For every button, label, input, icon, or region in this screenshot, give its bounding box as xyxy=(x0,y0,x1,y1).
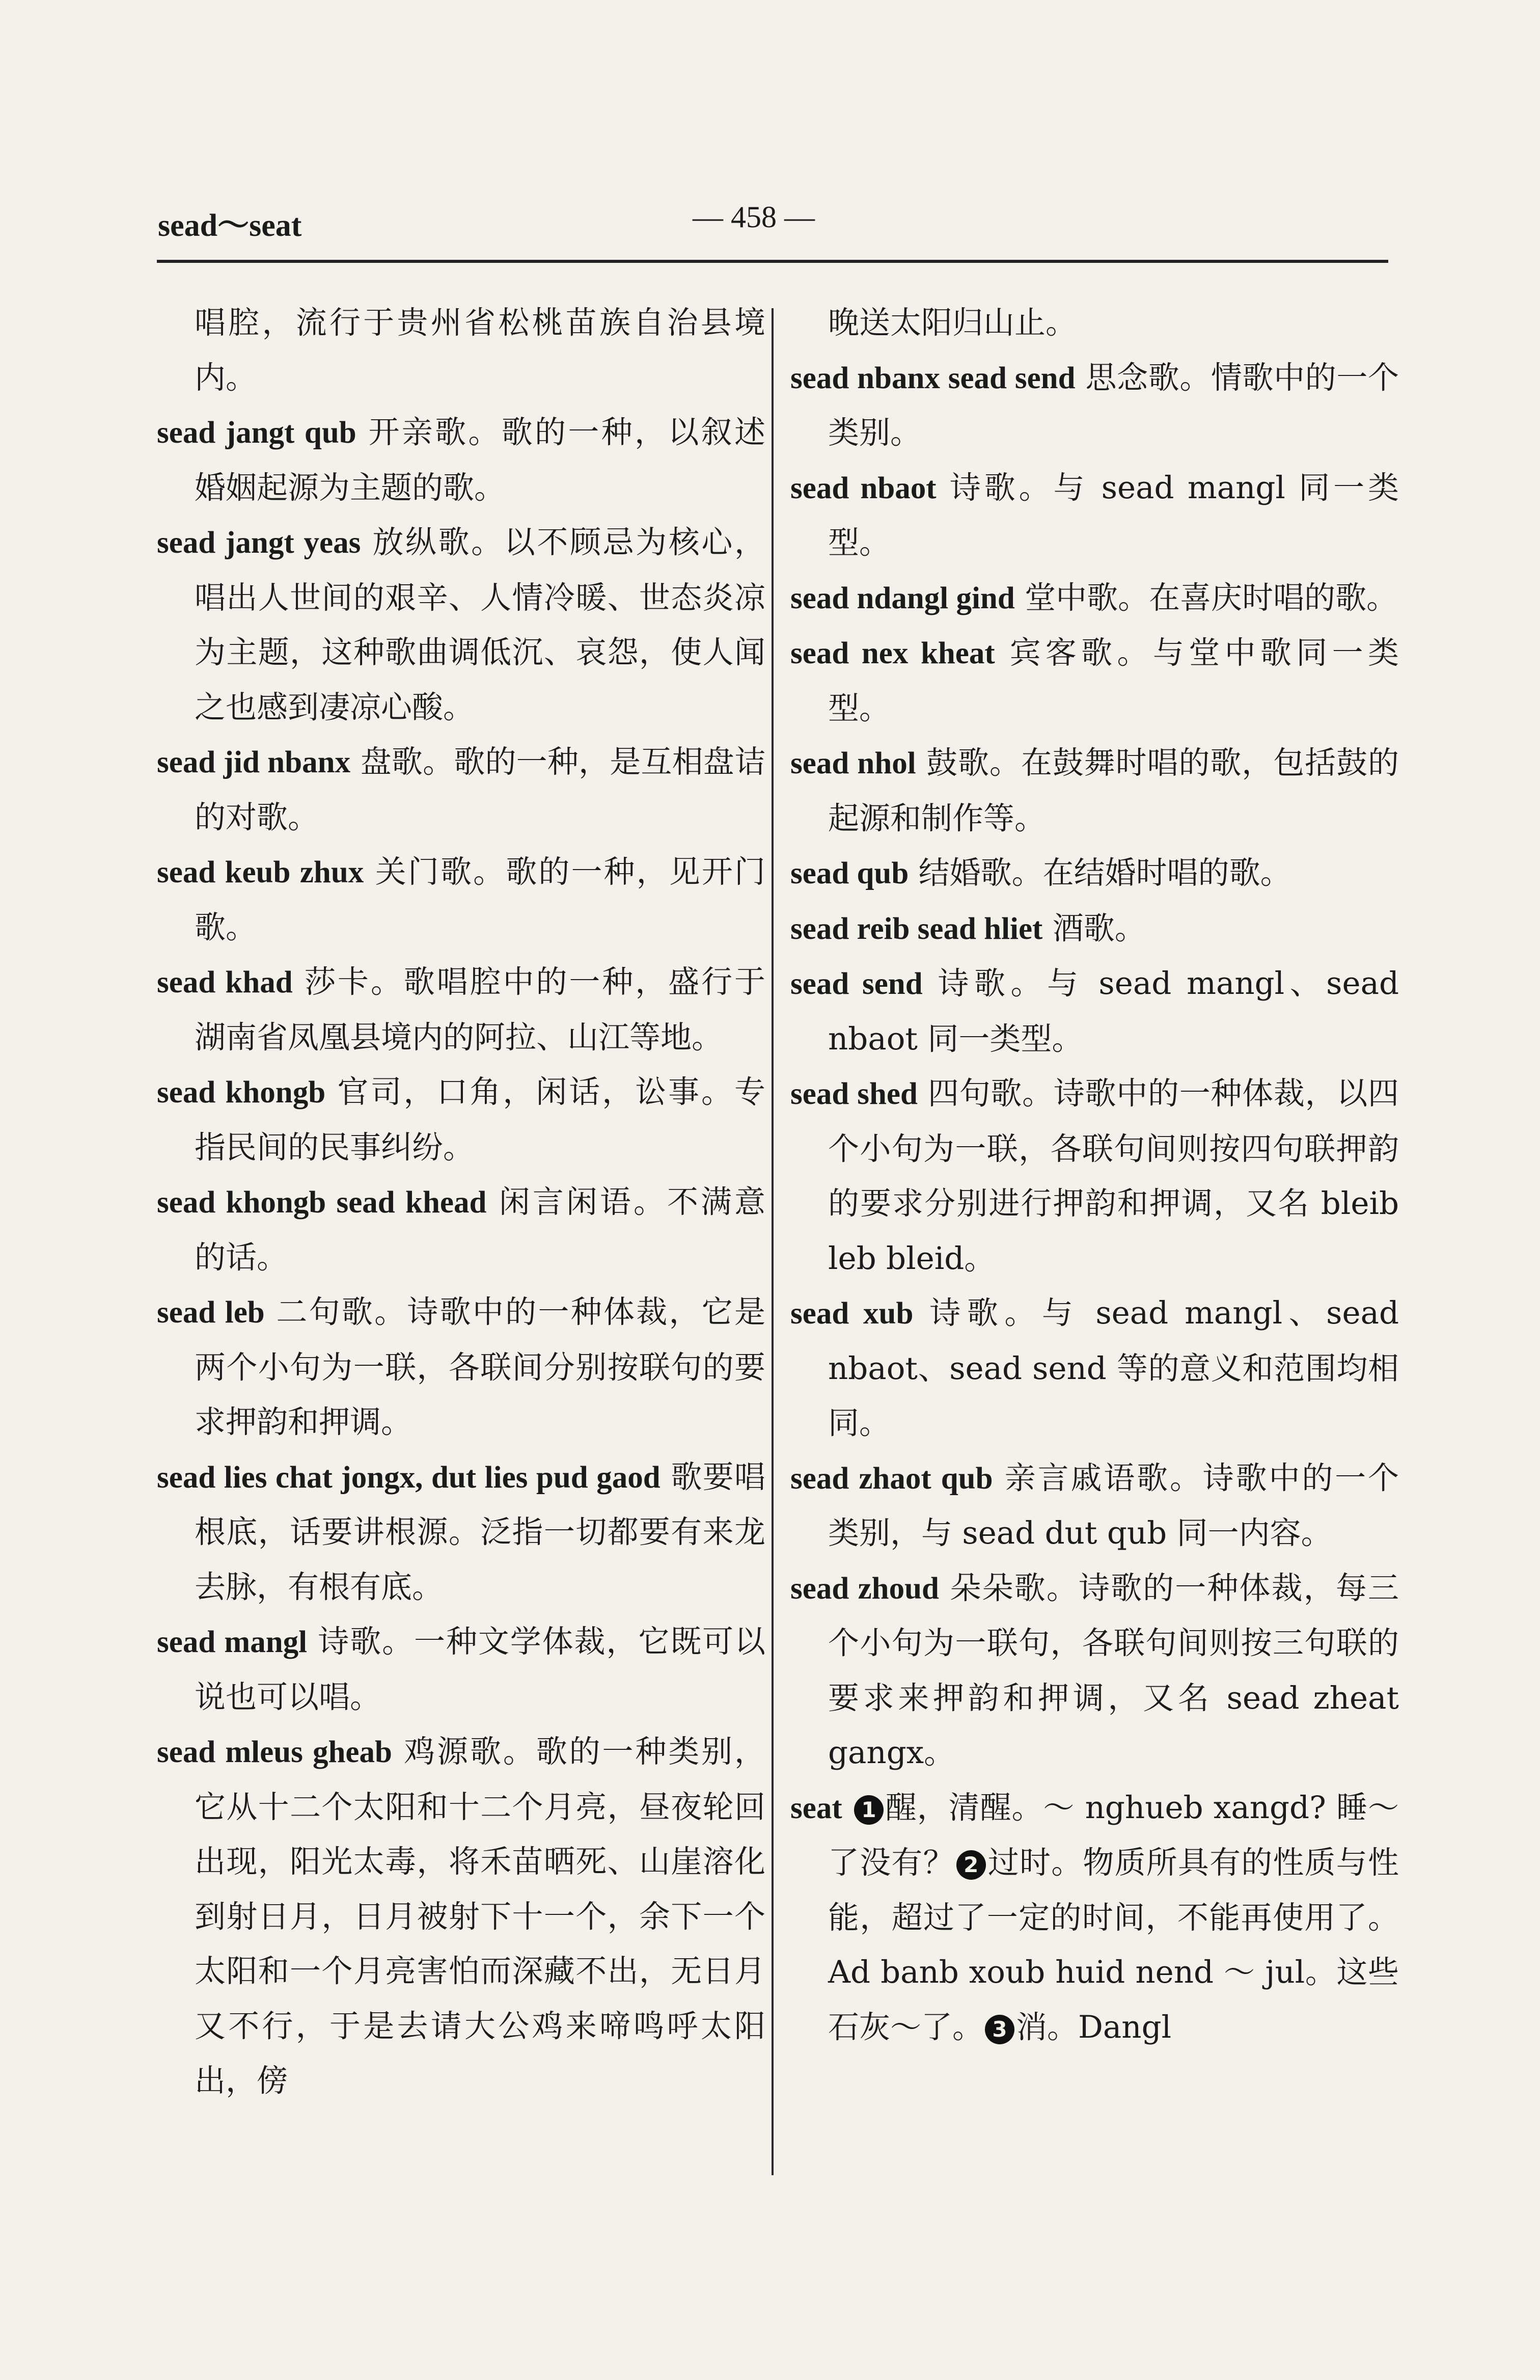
dictionary-entry xyxy=(157,1285,765,1450)
dictionary-entry xyxy=(157,515,765,735)
sense-number-3: 3 xyxy=(985,2015,1014,2044)
headword: sead mleus gheab xyxy=(157,1735,392,1769)
dictionary-entry xyxy=(790,350,1399,461)
headword: sead ndangl gind xyxy=(790,581,1015,615)
headword: sead leb xyxy=(157,1295,265,1330)
dictionary-entry xyxy=(157,1175,765,1285)
dictionary-entry xyxy=(790,626,1399,736)
dictionary-entry xyxy=(790,1066,1399,1286)
sense-definition: 消。Dangl xyxy=(1016,2009,1172,2045)
definition: 晚送太阳归山止。 xyxy=(828,305,1077,341)
sense-definition: 过时。物质所具有的性质与性能，超过了一定的时间，不能再使用了。Ad banb xoub huid nend ～ jul。这些石灰～了。 xyxy=(828,1845,1399,2045)
definition: 朵朵歌。诗歌的一种体裁，每三个小句为一联句，各联句间则按三句联的要求来押韵和押调，又名 sead zheat gangx。 xyxy=(828,1570,1399,1771)
dictionary-entry xyxy=(157,1724,765,2108)
dictionary-entry xyxy=(790,1561,1399,1780)
definition: 四句歌。诗歌中的一种体裁，以四个小句为一联，各联句间则按四句联押韵的要求分别进行押韵和押调，又名 bleib leb bleid。 xyxy=(828,1075,1399,1277)
sense-number-1: 1 xyxy=(854,1795,884,1825)
definition: 思念歌。情歌中的一个类别。 xyxy=(828,359,1399,451)
header-rule xyxy=(157,260,1388,263)
continued-entry xyxy=(790,295,1399,350)
headword: sead nex kheat xyxy=(790,636,995,670)
headword: sead jangt yeas xyxy=(157,526,361,560)
definition: 莎卡。歌唱腔中的一种，盛行于湖南省凤凰县境内的阿拉、山江等地。 xyxy=(195,964,765,1056)
headword: sead nbanx sead send xyxy=(790,361,1076,395)
headword: sead nhol xyxy=(790,746,916,780)
definition: 堂中歌。在喜庆时唱的歌。 xyxy=(1025,579,1398,616)
dictionary-entry xyxy=(790,571,1399,626)
definition: 诗歌。与 sead mangl、sead nbaot、sead send 等的意义和范围均相同。 xyxy=(828,1295,1399,1441)
dictionary-entry xyxy=(790,846,1399,901)
definition: 关门歌。歌的一种，见开门歌。 xyxy=(195,854,766,945)
headword: sead zhaot qub xyxy=(790,1461,993,1496)
definition: 放纵歌。以不顾忌为核心，唱出人世间的艰辛、人情冷暖、世态炎凉为主题，这种歌曲调低沉、哀怨，使人闻之也感到凄凉心酸。 xyxy=(195,524,765,725)
continued-entry xyxy=(157,295,765,405)
right-column xyxy=(790,295,1399,2054)
headword: sead keub zhux xyxy=(157,855,364,889)
definition: 闲言闲语。不满意的话。 xyxy=(195,1184,765,1276)
dictionary-entry xyxy=(157,1450,765,1615)
dictionary-entry xyxy=(157,845,765,955)
headword: seat xyxy=(790,1791,842,1825)
headword: sead khad xyxy=(157,965,293,999)
definition: 鸡源歌。歌的一种类别，它从十二个太阳和十二个月亮，昼夜轮回出现，阳光太毒，将禾苗晒死、山崖溶化到射日月，日月被射下十一个，余下一个太阳和一个月亮害怕而深藏不出，无日月又不行，于是去请大公鸡来啼鸣呼太阳出，傍 xyxy=(195,1734,765,2099)
running-header xyxy=(158,200,1385,261)
definition: 盘歌。歌的一种，是互相盘诘的对歌。 xyxy=(195,744,766,835)
headword: sead xub xyxy=(790,1296,914,1331)
dictionary-entry xyxy=(790,1286,1399,1451)
dictionary-entry xyxy=(157,735,765,845)
dictionary-entry-seat xyxy=(790,1780,1399,2055)
headword: sead khongb xyxy=(157,1075,326,1110)
headword: sead zhoud xyxy=(790,1571,939,1606)
dictionary-entry xyxy=(157,1614,765,1724)
headword: sead lies chat jongx, dut lies pud gaod xyxy=(157,1460,661,1495)
headword: sead qub xyxy=(790,856,909,890)
headword: sead jid nbanx xyxy=(157,745,351,779)
dictionary-entry xyxy=(157,405,765,515)
definition: 诗歌。与 sead mangl 同一类型。 xyxy=(828,469,1399,561)
dictionary-entry xyxy=(790,956,1399,1066)
guide-words: sead～seat xyxy=(158,208,302,243)
definition: 唱腔，流行于贵州省松桃苗族自治县境内。 xyxy=(195,305,765,396)
definition: 亲言戚语歌。诗歌中的一个类别，与 sead dut qub 同一内容。 xyxy=(828,1459,1399,1551)
dictionary-entry xyxy=(157,1065,765,1175)
definition: 诗歌。与 sead mangl、sead nbaot 同一类型。 xyxy=(828,965,1399,1057)
dictionary-entry xyxy=(157,955,765,1065)
dictionary-entry xyxy=(790,736,1399,846)
page-number: — 458 — xyxy=(693,200,815,234)
headword: sead nbaot xyxy=(790,471,937,505)
definition: 结婚歌。在结婚时唱的歌。 xyxy=(918,855,1291,891)
definition: 鼓歌。在鼓舞时唱的歌，包括鼓的起源和制作等。 xyxy=(828,745,1399,836)
definition: 诗歌。一种文学体裁，它既可以说也可以唱。 xyxy=(195,1624,765,1715)
column-divider xyxy=(772,308,774,2175)
headword: sead khongb sead khead xyxy=(157,1185,487,1220)
sense-number-2: 2 xyxy=(956,1850,986,1880)
left-column xyxy=(157,295,765,2108)
definition: 二句歌。诗歌中的一种体裁，它是两个小句为一联，各联间分别按联句的要求押韵和押调。 xyxy=(195,1294,765,1440)
dictionary-entry xyxy=(790,1451,1399,1561)
headword: sead send xyxy=(790,967,923,1001)
sense-definition: 醒，清醒。～ nghueb xangd? 睡～了没有？ xyxy=(828,1789,1399,1881)
definition: 开亲歌。歌的一种，以叙述婚姻起源为主题的歌。 xyxy=(195,414,765,506)
definition: 歌要唱根底，话要讲根源。泛指一切都要有来龙去脉，有根有底。 xyxy=(195,1458,765,1605)
definition: 宾客歌。与堂中歌同一类型。 xyxy=(828,635,1399,726)
definition: 酒歌。 xyxy=(1052,910,1146,946)
headword: sead shed xyxy=(790,1077,918,1111)
dictionary-entry xyxy=(790,901,1399,957)
headword: sead mangl xyxy=(157,1625,308,1659)
definition: 官司，口角，闲话，讼事。专指民间的民事纠纷。 xyxy=(195,1074,765,1166)
dictionary-entry xyxy=(790,461,1399,571)
headword: sead reib sead hliet xyxy=(790,911,1043,946)
headword: sead jangt qub xyxy=(157,416,356,450)
